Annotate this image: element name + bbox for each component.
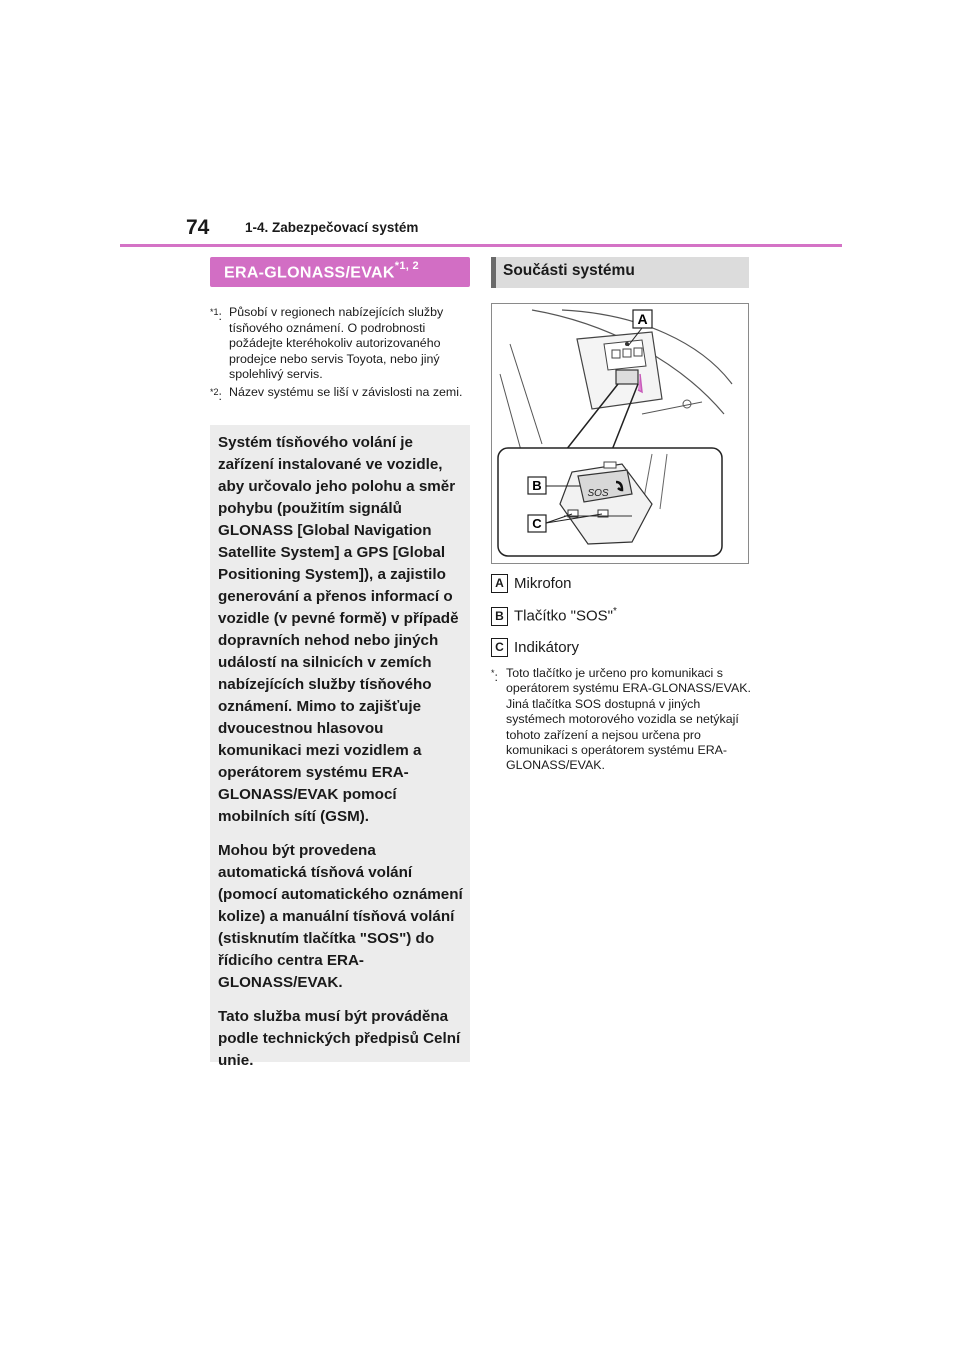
info-paragraph: Systém tísňového volání je zařízení instalované ve vozidle, aby určovalo jeho polohu a směr pohybu (použitím signálů GLONASS [Global Navigation Satellite System] a GPS [Global Positioning System]), a zajistilo generování a přenos informací o vozidle (v pevné formě) v případě dopravních nehod nebo jiných událostí na silnicích v zemích nabízejících služby tísňového oznámení. Mimo to zajišťuje dvoucestnou hlasovou komunikaci mezi vozidlem a operátorem systému ERA-GLONASS/EVAK pomocí mobilních sítí (GSM). — [218, 434, 459, 825]
callout-a: A — [637, 311, 648, 327]
footnote-mark: $^{*1}$: — [210, 307, 222, 324]
legend-item-b — [491, 606, 617, 626]
system-components-figure — [491, 303, 749, 564]
legend-tag: A — [491, 574, 508, 593]
chapter-title: 1-4. Zabezpečovací systém — [245, 220, 419, 235]
callout-b: B — [532, 478, 542, 493]
overhead-console-illustration — [492, 304, 748, 563]
section-header-bar — [491, 257, 496, 288]
footnote-mark: *: — [491, 668, 498, 685]
footnote-line: Jiná tlačítka SOS dostupná v jiných systémech motorového vozidla se netýkají tohoto zařízení a nejsou určena pro komunikaci s operátorem systému ERA-GLONASS/EVAK. — [506, 696, 739, 773]
banner-title-superscript: *1, 2 — [394, 260, 419, 272]
footnote-1 — [210, 305, 468, 383]
info-box — [210, 425, 470, 1069]
header-rule — [120, 244, 842, 247]
section-header — [491, 257, 749, 288]
legend-item-a — [491, 574, 572, 593]
era-glonass-banner — [210, 257, 470, 287]
footnote-line: Toto tlačítko je určeno pro komunikaci s operátorem systému ERA-GLONASS/EVAK. — [506, 666, 751, 696]
legend-tag: B — [491, 607, 508, 626]
footnote-text: Působí v regionech nabízejících služby tísňového oznámení. O podrobnosti požádejte kteréhokoliv autorizovaného prodejce nebo servis Toyota, nebo jiný spolehlivý servis. — [229, 305, 444, 382]
banner-title-text: ERA-GLONASS/EVAK — [224, 264, 395, 282]
page-number: 74 — [186, 216, 210, 239]
sos-footnote — [491, 666, 753, 776]
legend-label: Indikátory — [514, 639, 580, 656]
footnote-mark: $^{*2}$: — [210, 386, 222, 404]
footnote-2 — [210, 384, 468, 404]
legend-tag: C — [491, 638, 508, 657]
callout-c: C — [532, 516, 542, 531]
section-title: Součásti systému — [503, 262, 635, 279]
info-paragraph: Tato služba musí být prováděna podle technických předpisů Celní unie. — [218, 1008, 461, 1069]
footnotes — [210, 305, 468, 403]
legend-item-c — [491, 638, 579, 657]
sos-button-small — [616, 370, 638, 384]
legend-label: Mikrofon — [514, 575, 572, 592]
sos-button-label: SOS — [587, 488, 609, 499]
legend-sup: * — [613, 606, 617, 617]
footnote-text: Název systému se liší v závislosti na zemi. — [229, 384, 463, 399]
legend-label: Tlačítko "SOS" — [514, 607, 614, 625]
banner-title — [224, 262, 419, 282]
info-paragraph: Mohou být provedena automatická tísňová volání (pomocí automatického oznámení kolize) a manuální tísňová volání (stisknutím tlačítka "SOS") do řídicího centra ERA-GLONASS/EVAK. — [218, 842, 463, 991]
